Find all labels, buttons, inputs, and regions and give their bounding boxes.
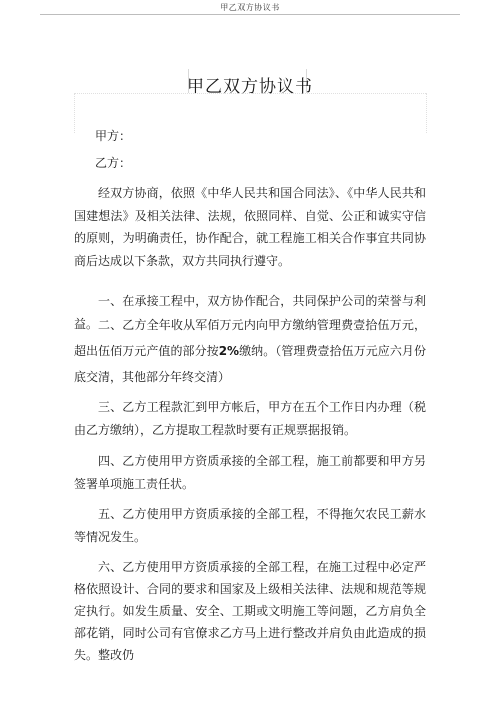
frame-line-left bbox=[74, 93, 75, 133]
header-divider bbox=[40, 14, 460, 15]
frame-line-top bbox=[74, 93, 426, 94]
clause-2-rate: 2% bbox=[218, 344, 240, 358]
clause-6-text: 六、乙方使用甲方资质承接的全部工程，在施工过程中必定严格依照设计、合同的要求和国家及上级相关法律、法规和规范等规定执行。如发生质量、安全、工期或文明施工等问题，乙方肩负全部花销，同时公司有官僚求乙方马上进行整改并肩负由此造成的损失。整改仍 bbox=[74, 560, 426, 662]
clause-6 bbox=[74, 556, 426, 666]
clause-2 bbox=[74, 312, 426, 390]
clause-1-text: 一、在承接工程中，双方协作配合，共同保护公司的荣誉与利益。 bbox=[74, 294, 426, 331]
clause-3-text: 三、乙方工程款汇到甲方帐后，甲方在五个工作日内办理（税由乙方缴纳），乙方提取工程款时要有正规票据报销。 bbox=[74, 400, 426, 437]
clause-2-text-a: 二、乙方全年收从军佰万元内向甲方缴纳管理费壹拾伍万元，超出伍佰万元产值的部分按 bbox=[74, 318, 426, 358]
clause-3 bbox=[74, 396, 426, 441]
preamble-text: 经双方协商，依照《中华人民共和国合同法》、《中华人民共和国建想法》及相关法律、法规，依照同样、自觉、公正和诚实守信的原则，为明确责任，协作配合，就工程施工相关合作事宜共同协商后达成以下条款，双方共同执行遵守。 bbox=[74, 186, 426, 268]
clause-5-text: 五、乙方使用甲方资质承接的全部工程，不得拖欠农民工薪水等情况发生。 bbox=[74, 507, 426, 544]
clause-2-text-b: 缴纳。（管理费壹拾伍万元应六月份底交清，其他部分年终交清） bbox=[74, 344, 426, 384]
party-a-label: 甲方： bbox=[95, 129, 132, 143]
frame-line-right bbox=[426, 93, 427, 133]
preamble-paragraph bbox=[74, 182, 426, 272]
running-header: 甲乙双方协议书 bbox=[220, 3, 280, 12]
party-b-label: 乙方： bbox=[95, 156, 132, 170]
clause-4 bbox=[74, 450, 426, 495]
clause-4-text: 四、乙方使用甲方资质承接的全部工程，施工前都要和甲方另签署单项施工责任状。 bbox=[74, 454, 426, 491]
clause-2-paragraph bbox=[74, 312, 426, 390]
document-title: 甲乙双方协议书 bbox=[187, 77, 313, 97]
clause-5 bbox=[74, 503, 426, 548]
